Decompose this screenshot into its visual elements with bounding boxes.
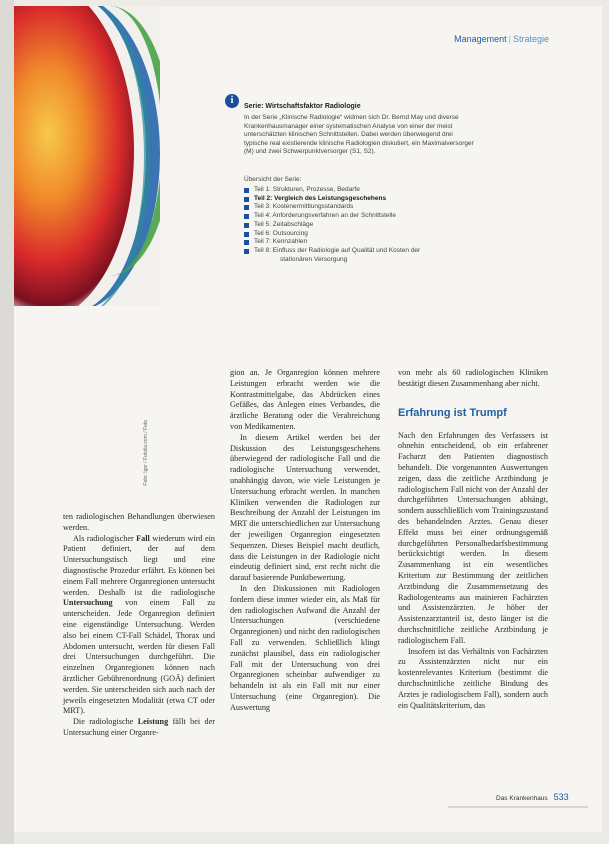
- series-item: Teil 5: Zeitabschläge: [244, 221, 494, 230]
- art-green-arc: [22, 6, 160, 276]
- series-item: Teil 4: Anforderungsverfahren an der Schnittstelle: [244, 212, 494, 221]
- photo-credit: Foto: Igor / Fotolia.com / Foto: [143, 420, 149, 486]
- paragraph: Als radiologischer Fall wiederum wird ein Patient definiert, der auf dem Untersuchungstisch liegt und eine diagnostische Prozedur erfährt. Es können bei einem Fall mehrere Organregionen untersucht werden. Deshalb ist die radiologische Untersuchung von einem Fall zu unterscheiden. Jede Organregion definiert eine eigenständige Untersuchung. Werden also bei einem CT-Fall Schädel, Thorax und Abdomen untersucht, werden für diesen Fall drei Untersuchungen durchgeführt. Die einzelnen Organregionen können nach ärztlicher Gebührenordnung (GOÄ) definiert werden. Sie unterscheiden sich auch nach der jeweils eingesetzten Modalität (etwa CT oder MRT).: [63, 533, 216, 716]
- paragraph: gion an. Je Organregion können mehrere Leistungen erbracht werden wie die Kontrastmittelgabe, das Abdrücken eines Gefäßes, das Anlegen eines Verbandes, die ärztliche Beratung oder die Verabreichung von Medikamenten.: [230, 368, 380, 431]
- paragraph: ten radiologischen Behandlungen überwiesen werden.: [63, 512, 215, 532]
- series-list: [244, 186, 494, 264]
- page-gutter: [0, 0, 14, 844]
- text-column-1: [63, 512, 215, 739]
- page-number: 533: [553, 792, 569, 802]
- paragraph: Die radiologische Leistung fällt bei der Untersuchung einer Organre-: [63, 717, 215, 737]
- subheading: Erfahrung ist Trumpf: [398, 406, 507, 419]
- section-name: Management: [454, 34, 507, 44]
- text-column-3: [398, 368, 548, 711]
- text-column-2: [230, 368, 380, 714]
- series-item: Teil 1: Strukturen, Prozesse, Bedarfe: [244, 186, 494, 195]
- paragraph: In den Diskussionen mit Radiologen fordern diese immer wieder ein, als Maß für den radiologischen Aufwand die Anzahl der Untersuchungen (verschiedene Organregionen) und nicht den radiologischen Fall zu verwenden. Schließlich klingt zunächst plausibel, dass ein radiologischer Fall mit der Untersuchung von drei Organregionen scheinbar aufwendiger zu behandeln ist als ein Fall mit nur einer Untersuchung (eine Organregion). Die Auswertung: [230, 583, 380, 712]
- paragraph: Nach den Erfahrungen des Verfassers ist ohnehin entscheidend, ob ein erfahrener Facharzt den Patienten diagnostisch behandelt. Die vorgenannten Auswertungen zeigen, dass die zeitliche Arztbindung je radiologischem Fall nicht von der Anzahl der durchgeführten Untersuchungen abhängt, sondern ausschließlich vom Trainingszustand des behandelnden Arztes. Genau dieser Effekt muss bei einer ordnungsgemäß durchgeführten Personalbedarfsbestimmung berücksichtigt werden. In diesem Zusammenhang ist ein wesentliches Kriterium zur Bestimmung der zeitlichen Arztbindung die Zusammensetzung des Radiologenteams aus mainieren Fachärzten und Assistenzärzten. Je höher der Assistenzarztanteil ist, desto länger ist die durchschnittliche zeitliche Arztbindung je radiologischem Fall.: [398, 430, 548, 645]
- series-item: Teil 7: Kennzahlen: [244, 238, 494, 247]
- bullet-square-icon: [244, 205, 249, 210]
- bullet-square-icon: [244, 232, 249, 237]
- paragraph: In diesem Artikel werden bei der Diskussion des Leistungsgeschehens überwiegend der radiologische Fall und die radiologische Untersuchung verwendet, unabhängig davon, wie viele Leistungen je Untersuchung erbracht werden. In manchen Kliniken verwenden die Radiologen zur Beschreibung der Anzahl der Leistungen im MRT die unterschiedlichen zur Untersuchung der jeweiligen Organregion eingesetzten Sequenzen. Dieses Beispiel macht deutlich, dass die Leistungen in der Radiologie nicht eindeutig definiert sind, erst recht nicht die darauf basierende Punktbewertung.: [230, 432, 380, 583]
- decorative-artwork: [14, 6, 160, 306]
- bullet-square-icon: [244, 223, 249, 228]
- series-infobox: [230, 95, 543, 290]
- infobox-intro: In der Serie „Klinische Radiologie“ widmen sich Dr. Bernd May und diverse Krankenhausmanager einer systematischen Analyse von einer der meist unterschätzten klinischen Schnittstellen. Dabei werden überwiegend drei typische real existierende klinische Radiologien diskutiert, ein Maximalversorger (M) und zwei Schwerpunktversorger (S1, S2).: [244, 114, 474, 156]
- section-header: [454, 34, 549, 44]
- journal-name: Das Krankenhaus: [496, 795, 548, 802]
- infobox-overview-label: Übersicht der Serie:: [244, 176, 302, 183]
- page-footer: [496, 792, 569, 802]
- bullet-square-icon: [244, 240, 249, 245]
- series-item-current: Teil 2: Vergleich des Leistungsgeschehens: [244, 195, 494, 204]
- bullet-square-icon: [244, 197, 249, 202]
- footer-rule: [448, 806, 588, 808]
- bullet-square-icon: [244, 188, 249, 193]
- series-item: Teil 6: Outsourcing: [244, 230, 494, 239]
- subsection-name: Strategie: [512, 34, 549, 44]
- series-item: Teil 8: Einfluss der Radiologie auf Qualität und Kosten der stationären Versorgung: [244, 247, 494, 264]
- bullet-square-icon: [244, 249, 249, 254]
- paragraph: von mehr als 60 radiologischen Kliniken bestätigt diesen Zusammenhang aber nicht.: [398, 368, 548, 388]
- paragraph: Insofern ist das Verhältnis von Fachärzten zu Assistenzärzten nicht nur ein kostenrelevantes Kriterium (bestimmt die durchschnittliche zeitliche Bindung des Arztes je radiologischem Fall), sondern auch ein Qualitätskriterium, das: [398, 646, 548, 710]
- info-icon: i: [225, 94, 239, 108]
- infobox-title: Serie: Wirtschaftsfaktor Radiologie: [244, 103, 361, 110]
- bullet-square-icon: [244, 214, 249, 219]
- series-item: Teil 3: Kostenermittlungsstandards: [244, 203, 494, 212]
- section-separator: |: [508, 34, 511, 44]
